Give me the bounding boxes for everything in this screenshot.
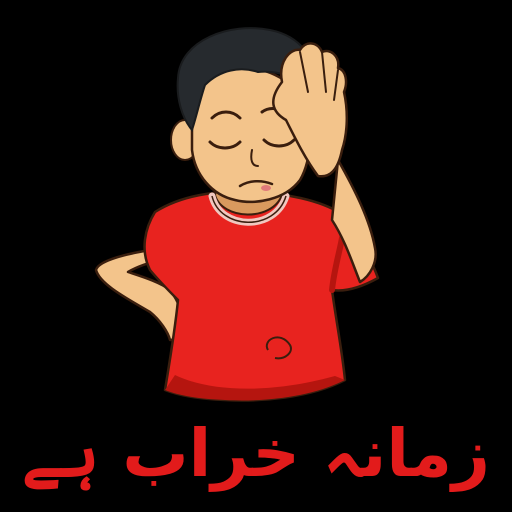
urdu-caption: زمانہ خراب ہے: [22, 415, 490, 492]
